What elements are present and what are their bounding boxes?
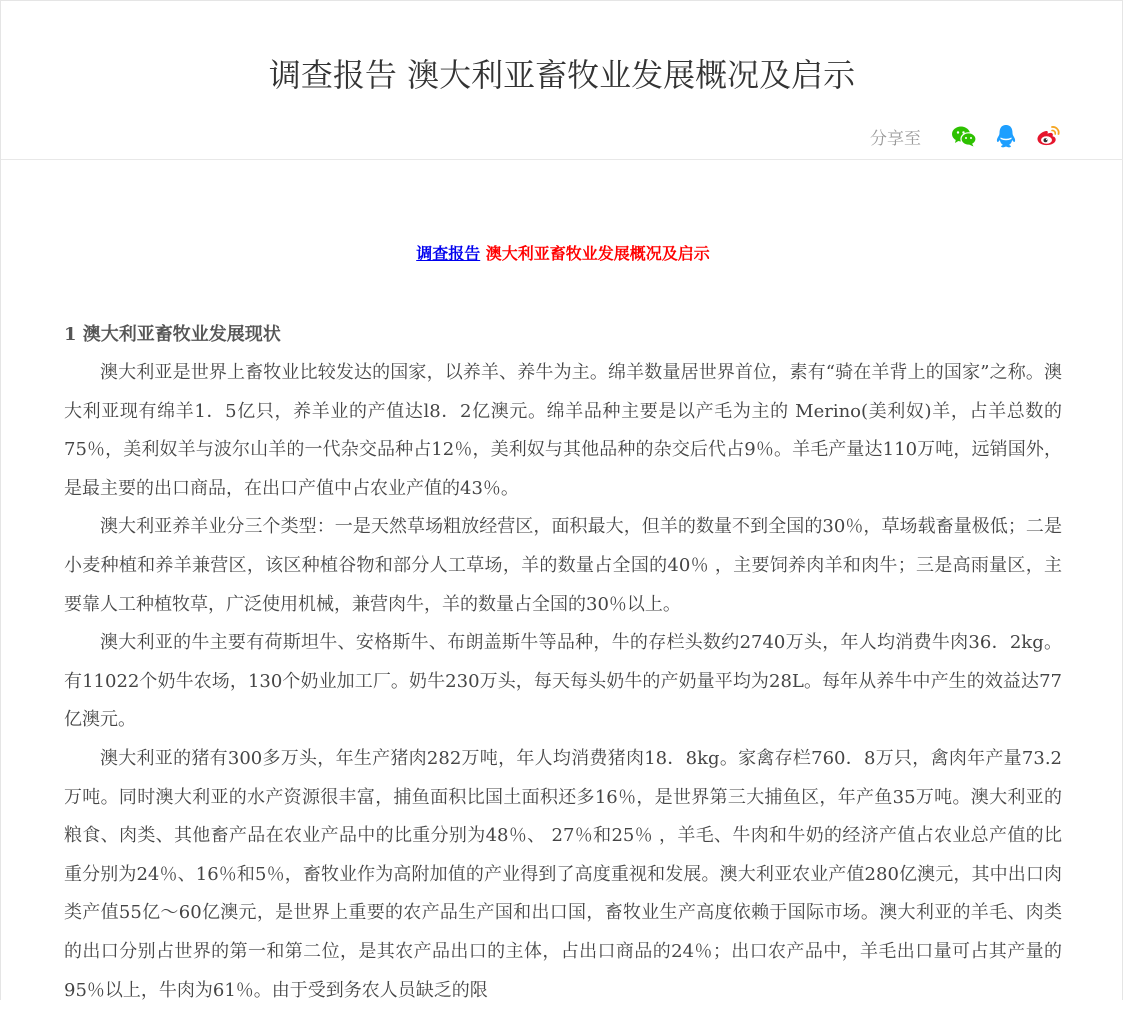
share-label: 分享至: [870, 128, 921, 149]
article-subtitle: [64, 240, 1062, 268]
weibo-icon[interactable]: [1035, 123, 1061, 149]
wechat-icon[interactable]: [951, 123, 977, 149]
subtitle-text: 澳大利亚畜牧业发展概况及启示: [480, 244, 710, 263]
qq-icon[interactable]: [993, 123, 1019, 149]
subtitle-link[interactable]: 调查报告: [416, 244, 481, 263]
paragraph: 澳大利亚的猪有300多万头，年生产猪肉282万吨，年人均消费猪肉18．8kg。家禽存栏760．8万只，禽肉年产量73.2万吨。同时澳大利亚的水产资源很丰富，捕鱼面积比国土面积还多16％，是世界第三大捕鱼区，年产鱼35万吨。澳大利亚的粮食、肉类、其他畜产品在农业产品中的比重分别为48％、 27％和25％ ，羊毛、牛肉和牛奶的经济产值占农业总产值的比重分别为24％、16％和5％，畜牧业作为高附加值的产业得到了高度重视和发展。澳大利亚农业产值280亿澳元，其中出口肉类产值55亿～60亿澳元，是世界上重要的农产品生产国和出口国，畜牧业生产高度依赖于国际市场。澳大利亚的羊毛、肉类的出口分别占世界的第一和第二位，是其农产品出口的主体，占出口商品的24％；出口农产品中，羊毛出口量可占其产量的95％以上，牛肉为61％。由于受到务农人员缺乏的限: [64, 747, 1062, 1001]
article-header: [1, 1, 1123, 160]
share-bar: [870, 121, 1061, 151]
page-title: 调查报告 澳大利亚畜牧业发展概况及启示: [268, 56, 856, 94]
article-body: [64, 160, 1062, 1010]
section-heading: 1 澳大利亚畜牧业发展现状: [64, 324, 281, 345]
paragraph: 澳大利亚养羊业分三个类型：一是天然草场粗放经营区，面积最大，但羊的数量不到全国的30％，草场载畜量极低；二是小麦种植和养羊兼营区，该区种植谷物和部分人工草场，羊的数量占全国的40％ ，主要饲养肉羊和肉牛；三是高雨量区，主要靠人工种植牧草，广泛使用机械，兼营肉牛，羊的数量占全国的30％以上。: [64, 516, 1062, 615]
paragraph: 澳大利亚的牛主要有荷斯坦牛、安格斯牛、布朗盖斯牛等品种，牛的存栏头数约2740万头，年人均消费牛肉36．2kg。有11022个奶牛农场，130个奶业加工厂。奶牛230万头，每天每头奶牛的产奶量平均为28L。每年从养牛中产生的效益达77亿澳元。: [64, 632, 1062, 731]
paragraph: 澳大利亚是世界上畜牧业比较发达的国家，以养羊、养牛为主。绵羊数量居世界首位，素有“骑在羊背上的国家”之称。澳大利亚现有绵羊1．5亿只，养羊业的产值达l8．2亿澳元。绵羊品种主要是以产毛为主的 Merino(美利奴)羊，占羊总数的75％，美利奴羊与波尔山羊的一代杂交品种占12％，美利奴与其他品种的杂交后代占9％。羊毛产量达110万吨，远销国外，是最主要的出口商品，在出口产值中占农业产值的43％。: [64, 362, 1062, 499]
